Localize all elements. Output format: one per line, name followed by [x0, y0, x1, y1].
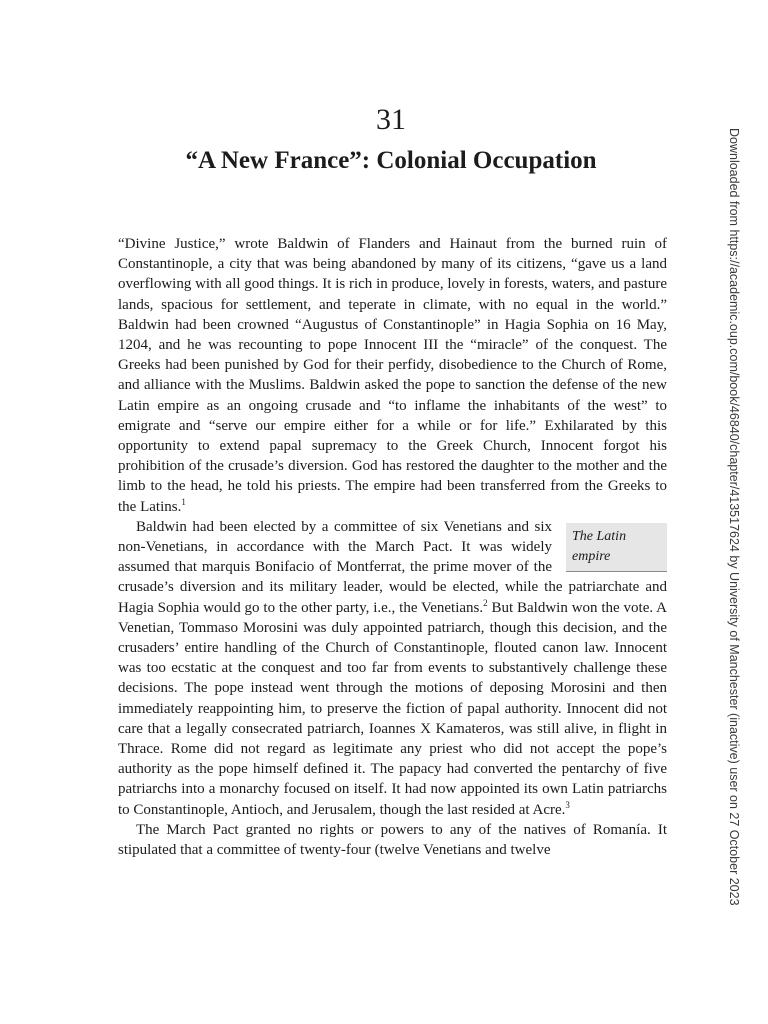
download-watermark: [726, 128, 746, 906]
paragraph-2: [118, 517, 667, 820]
footnote-ref-1[interactable]: 1: [181, 496, 186, 507]
footnote-ref-3[interactable]: 3: [565, 799, 570, 810]
paragraph-3-text: The March Pact granted no rights or powers to any of the natives of Romanía. It stipulated that a committee of twenty-four (twelve Venetians and twelve: [118, 821, 667, 859]
paragraph-3: [118, 820, 667, 860]
paragraph-2-text: Baldwin had been elected by a committee of six Venetians and six non-Venetians, in accordance with the March Pact. It was widely assumed that marquis Bonifacio of Montferrat, the prime mover of the crusade’s diversion and its military leader, would be elected, while the patriarchate and Hagia Sophia would go to the other party, i.e., the Venetians.: [118, 518, 667, 616]
chapter-number: 31: [376, 103, 406, 136]
footnote-ref-2[interactable]: 2: [483, 597, 488, 608]
chapter-title: “A New France”: Colonial Occupation: [185, 147, 597, 174]
paragraph-1: [118, 234, 667, 517]
paragraph-2-text-continued: But Baldwin won the vote. A Venetian, Tommaso Morosini was duly appointed patriarch, though this decision, and the crusaders’ entire handling of the Church of Constantinople, flouted canon law. Innocent was too ecstatic at the conquest and too far from events to substantively challenge these decisions. The pope instead went through the motions of deposing Morosini and then immediately reappointing him, to preserve the fiction of papal authority. Innocent did not care that a legally consecrated patriarch, Ioannes X Kamateros, was still alive, in flight in Thrace. Rome did not regard as legitimate any priest who did not accept the pope’s authority as the pope himself defined it. The papacy had converted the pentarchy of five patriarchs into a monarchy focused on itself. It had now appointed its own Latin patriarchs to Constantinople, Antioch, and Jerusalem, though the last resided at Acre.: [118, 599, 667, 818]
sidenote-latin-empire: The Latin empire: [566, 523, 667, 572]
paragraph-1-text: “Divine Justice,” wrote Baldwin of Flanders and Hainaut from the burned ruin of Constantinople, a city that was being abandoned by many of its citizens, “gave us a land overflowing with all good things. It is rich in produce, lovely in forests, waters, and pasture lands, spacious for settlement, and teperate in climate, with no equal in the world.” Baldwin had been crowned “Augustus of Constantinople” in Hagia Sophia on 16 May, 1204, and he was recounting to pope Innocent III the “miracle” of the conquest. The Greeks had been punished by God for their perfidy, disobedience to the Church of Rome, and alliance with the Muslims. Baldwin asked the pope to sanction the defense of the new Latin empire as an ongoing crusade and “to inflame the inhabitants of the west” to emigrate and “serve our empire either for a while or for life.” Exhilarated by this opportunity to extend papal supremacy to the Greek Church, Innocent forgot his prohibition of the crusade’s diversion. God has restored the daughter to the mother and the limb to the head, he told his priests. The empire had been transferred from the Greeks to the Latins.: [118, 236, 667, 515]
body-text: [118, 234, 667, 860]
download-watermark-text: Downloaded from https://academic.oup.com/book/46840/chapter/413517624 by University of Manchester (inactive) user on 27 October 2023: [727, 128, 741, 906]
